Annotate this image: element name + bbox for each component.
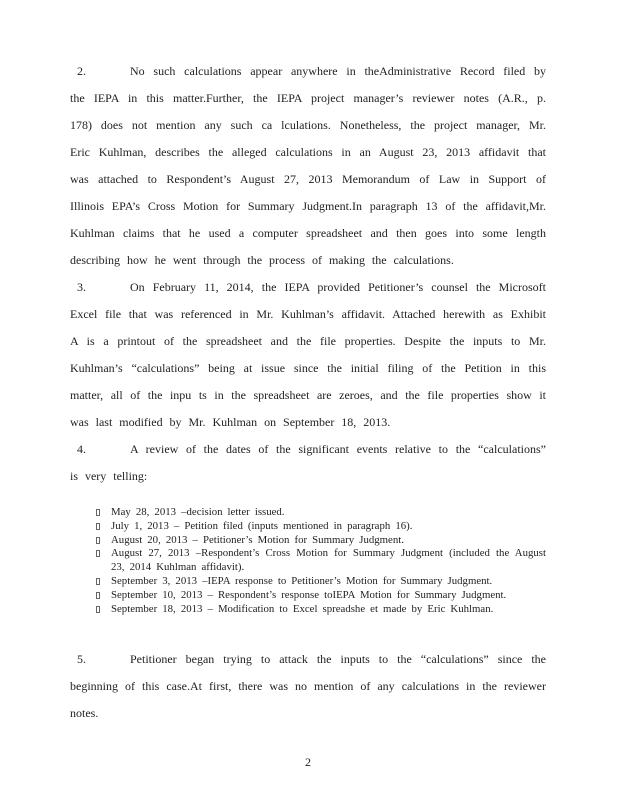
bullet-square-icon <box>96 537 100 544</box>
paragraph <box>70 436 546 490</box>
list-item-text: May 28, 2013 –decision letter issued. <box>111 506 285 518</box>
paragraph-text: On February 11, 2014, the IEPA provided Petitioner’s counsel the Microsoft Excel file that was referenced in Mr. Kuhlman’s affidavit. Attached herewith as Exhibit A is a printout of the spreadsheet and the file properties. Despite the inputs to Mr. Kuhlman’s “calculations” being at issue since the initial filing of the Petition in this matter, all of the inpu ts in the spreadsheet are zeroes, and the file properties show it was last modified by Mr. Kuhlman on September 18, 2013. <box>70 280 546 429</box>
paragraph-text: Petitioner began trying to attack the inputs to the “calculations” since the beginning of this case.At first, there was no mention of any calculations in the reviewer notes. <box>70 652 546 721</box>
bullet-square-icon <box>96 606 100 613</box>
bullet-square-icon <box>96 509 100 516</box>
list-item-text: August 27, 2013 –Respondent’s Cross Motion for Summary Judgment (included the August 23, 2014 Kuhlman affidavit). <box>111 547 546 574</box>
paragraph <box>70 646 546 727</box>
list-item-text: August 20, 2013 – Petitioner’s Motion for Summary Judgment. <box>111 533 404 546</box>
list-item <box>94 589 546 603</box>
bullet-square-icon <box>96 523 100 530</box>
list-item <box>94 520 546 534</box>
page-number: 2 <box>305 755 311 770</box>
list-item-text: July 1, 2013 – Petition filed (inputs mentioned in paragraph 16). <box>111 519 413 532</box>
list-item-text: September 18, 2013 – Modification to Excel spreadshe et made by Eric Kuhlman. <box>111 602 494 615</box>
paragraph-text: No such calculations appear anywhere in theAdministrative Record filed by the IEPA in this matter.Further, the IEPA project manager’s reviewer notes (A.R., p. 178) does not mention any such ca lculations. Nonetheless, the project manager, Mr. Eric Kuhlman, describes the alleged calculations in an August 23, 2013 affidavit that was attached to Respondent’s August 27, 2013 Memorandum of Law in Support of Illinois EPA’s Cross Motion for Summary Judgment.In paragraph 13 of the affidavit,Mr. Kuhlman claims that he used a computer spreadsheet and then goes into some length describing how he went through the process of making the calculations. <box>70 64 546 267</box>
paragraph <box>70 274 546 436</box>
list-item <box>94 547 546 575</box>
list-item-text: September 10, 2013 – Respondent’s response toIEPA Motion for Summary Judgment. <box>111 588 507 601</box>
bullet-square-icon <box>96 578 100 585</box>
paragraph <box>70 58 546 274</box>
paragraph-number: 3. <box>77 280 86 294</box>
bullet-list <box>94 506 546 616</box>
list-item-text: September 3, 2013 –IEPA response to Petitioner’s Motion for Summary Judgment. <box>111 574 493 587</box>
list-item <box>94 575 546 589</box>
bullet-square-icon <box>96 592 100 599</box>
paragraph-number: 2. <box>77 64 86 78</box>
paragraph-text: A review of the dates of the significant events relative to the “calculations” is very telling: <box>70 442 546 483</box>
paragraph-number: 4. <box>77 442 86 456</box>
bullet-square-icon <box>96 550 100 557</box>
list-item <box>94 506 546 520</box>
paragraph-number: 5. <box>77 652 86 667</box>
list-item <box>94 534 546 548</box>
list-item <box>94 603 546 617</box>
